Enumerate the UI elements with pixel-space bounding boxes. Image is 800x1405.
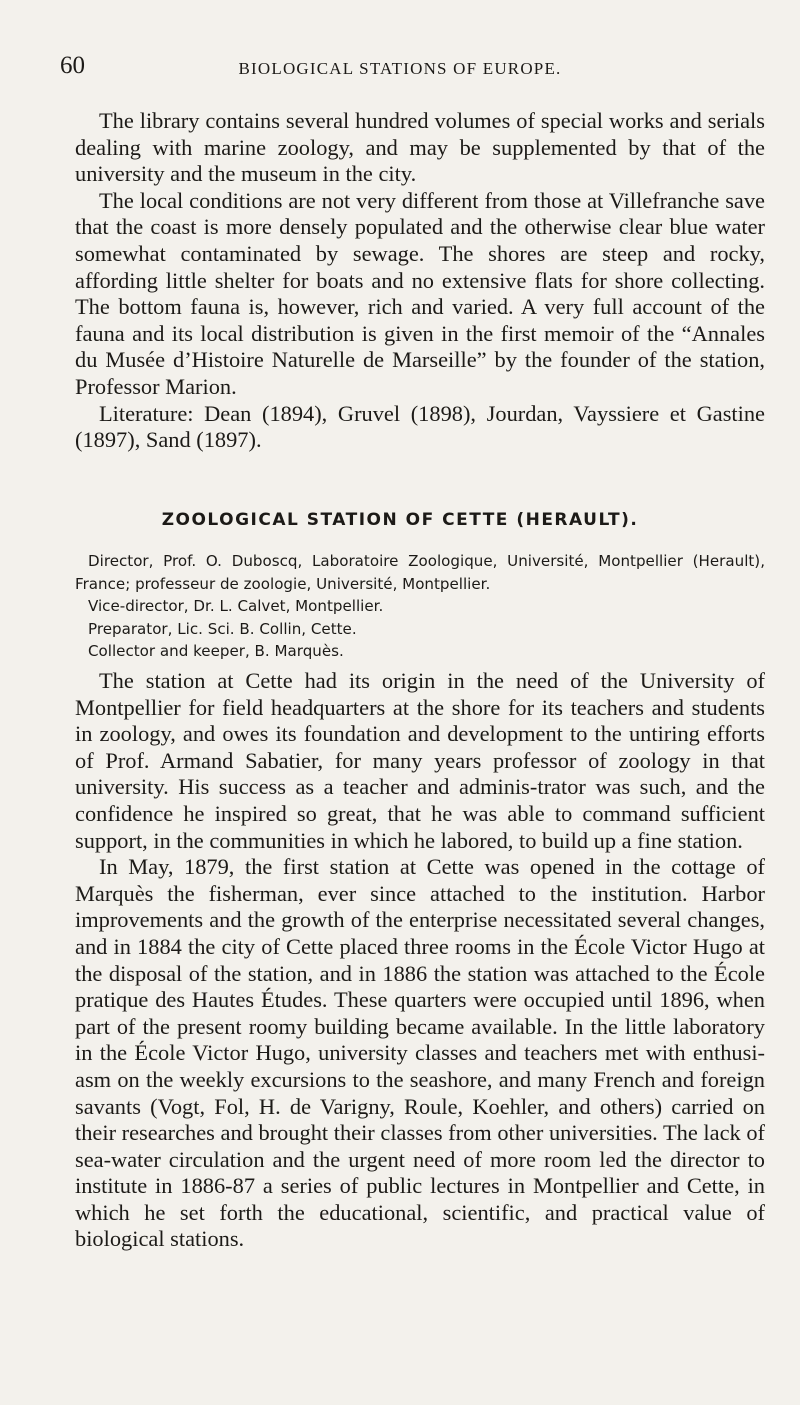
staff-list: [75, 550, 765, 663]
staff-collector: Collector and keeper, B. Marquès.: [88, 642, 344, 660]
paragraph-library: The library contains several hundred volumes of special works and serials dealing with marine zoology, and may be supplemented by that of the university and the museum in the city.: [75, 108, 765, 187]
bottom-text-block: [75, 668, 765, 1253]
staff-preparator: Preparator, Lic. Sci. B. Collin, Cette.: [88, 619, 357, 638]
page-number: 60: [60, 52, 85, 79]
paragraph-literature: Literature: Dean (1894), Gruvel (1898), Jourdan, Vayssiere et Gastine (1897), Sand (1897).: [75, 400, 765, 453]
staff-director: Director, Prof. O. Duboscq, Laboratoire Zoologique, Université, Montpellier (Herault), France; professeur de zoologie, Université, Montpellier.: [75, 552, 765, 593]
section-heading: ZOOLOGICAL STATION OF CETTE (HERAULT).: [161, 510, 639, 530]
paragraph-local-conditions: The local conditions are not very different from those at Villefranche save that the coast is more densely populated and the otherwise clear blue water somewhat contaminated by sewage. The shores are steep and rocky, affording little shelter for boats and no extensive flats for shore collecting. The bottom fauna is, however, rich and varied. A very full account of the fauna and its local distribution is given in the first memoir of the “Annales du Musée d’Histoire Naturelle de Marseille” by the founder of the station, Professor Marion.: [75, 187, 765, 399]
page-header: [0, 52, 800, 92]
top-text-block: [75, 108, 765, 454]
running-head: BIOLOGICAL STATIONS OF EUROPE.: [238, 59, 562, 78]
paragraph-origin: The station at Cette had its origin in the need of the University of Montpellier for field headquarters at the shore for its teachers and students in zoology, and owes its foundation and development to the untiring efforts of Prof. Armand Sabatier, for many years professor of zoology in that university. His success as a teacher and adminis-trator was such, and the confidence he inspired so great, that he was able to command sufficient support, in the communities in which he labored, to build up a fine station.: [75, 668, 765, 853]
paragraph-history: In May, 1879, the first station at Cette was opened in the cottage of Marquès the fisherman, ever since attached to the institution. Harbor improvements and the growth of the enterprise necessitated several changes, and in 1884 the city of Cette placed three rooms in the École Victor Hugo at the disposal of the station, and in 1886 the station was attached to the École pratique des Hautes Études. These quarters were occupied until 1896, when part of the present roomy building became available. In the little laboratory in the École Victor Hugo, university classes and teachers met with enthusi-asm on the weekly excursions to the seashore, and many French and foreign savants (Vogt, Fol, H. de Varigny, Roule, Koehler, and others) carried on their researches and brought their classes from other universities. The lack of sea-water circulation and the urgent need of more room led the director to institute in 1886-87 a series of public lectures in Montpellier and Cette, in which he set forth the educational, scientific, and practical value of biological stations.: [75, 854, 765, 1252]
staff-vice-director: Vice-director, Dr. L. Calvet, Montpellier.: [88, 597, 384, 615]
